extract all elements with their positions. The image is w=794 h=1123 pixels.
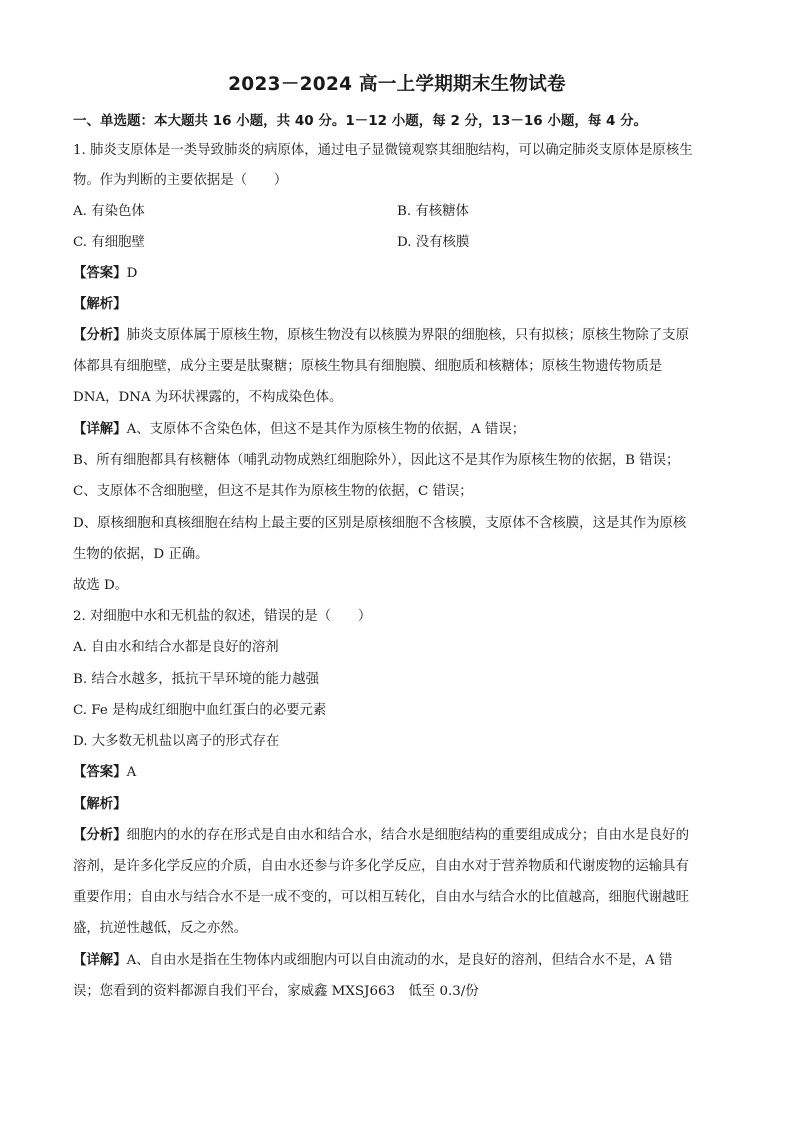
q1-detail-d-line2: 生物的依据，D 正确。: [73, 547, 209, 562]
detail-tag: 【详解】: [73, 953, 127, 968]
q1-detail-a: [73, 420, 525, 440]
fenxi-tag: 【分析】: [73, 828, 127, 843]
q2-fenxi-line4: 盛，抗逆性越低，反之亦然。: [73, 921, 248, 936]
q1-stem-line2: 物。作为判断的主要依据是（ ）: [73, 173, 288, 188]
q1-analysis-label: 【解析】: [73, 297, 127, 312]
q2-detail-a-line2: 误；您看到的资料都源自我们平台，家威鑫 MXSJ663 低至 0.3/份: [73, 984, 479, 999]
q2-stem: 2. 对细胞中水和无机盐的叙述，错误的是（ ）: [73, 609, 372, 624]
answer-tag: 【答案】: [73, 266, 127, 281]
fenxi-text: 肺炎支原体属于原核生物，原核生物没有以核膜为界限的细胞核，只有拟核；原核生物除了支原: [126, 328, 689, 343]
q2-detail-a-line1: [73, 951, 723, 971]
page-title: 2023－2024 高一上学期期末生物试卷: [228, 74, 566, 95]
q2-option-b: B. 结合水越多，抵抗干旱环境的能力越强: [73, 672, 319, 687]
q1-option-b: B. 有核糖体: [397, 204, 469, 219]
q2-fenxi-line3: 重要作用；自由水与结合水不是一成不变的，可以相互转化，自由水与结合水的比值越高，细胞代谢越旺: [73, 890, 689, 905]
q1-fenxi-line3: DNA，DNA 为环状裸露的，不构成染色体。: [73, 390, 343, 405]
answer-value: A: [126, 765, 137, 780]
q1-conclusion: 故选 D。: [73, 578, 129, 593]
q1-stem-line1: 1. 肺炎支原体是一类导致肺炎的病原体，通过电子显微镜观察其细胞结构，可以确定肺炎支原体是原核生: [73, 143, 693, 158]
q1-fenxi-line2: 体都具有细胞壁，成分主要是肽聚糖；原核生物具有细胞膜、细胞质和核糖体；原核生物遗传物质是: [73, 359, 663, 374]
q2-fenxi-line2: 溶剂，是许多化学反应的介质，自由水还参与许多化学反应，自由水对于营养物质和代谢废物的运输具有: [73, 859, 689, 874]
section-heading: 一、单选题：本大题共 16 小题，共 40 分。1－12 小题，每 2 分，13－16 小题，每 4 分。: [73, 113, 648, 129]
fenxi-text: 细胞内的水的存在形式是自由水和结合水，结合水是细胞结构的重要组成成分；自由水是良好的: [126, 828, 689, 843]
q1-detail-d-line1: D、原核细胞和真核细胞在结构上最主要的区别是原核细胞不含核膜，支原体不含核膜，这是其作为原核: [73, 516, 687, 531]
q2-answer: [73, 763, 136, 783]
q1-option-c: C. 有细胞壁: [73, 235, 145, 250]
q1-detail-c: C、支原体不含细胞壁，但这不是其作为原核生物的依据，C 错误；: [73, 484, 473, 499]
q1-answer: [73, 264, 137, 284]
q1-option-a: A. 有染色体: [73, 204, 145, 219]
q2-fenxi-line1: [73, 826, 723, 846]
q1-detail-b: B、所有细胞都具有核糖体（哺乳动物成熟红细胞除外），因此这不是其作为原核生物的依据，B 错误；: [73, 453, 680, 468]
detail-text: A、支原体不含染色体，但这不是其作为原核生物的依据，A 错误；: [126, 422, 526, 437]
answer-value: D: [126, 266, 138, 281]
answer-tag: 【答案】: [73, 765, 127, 780]
q2-option-d: D. 大多数无机盐以离子的形式存在: [73, 734, 280, 749]
detail-tag: 【详解】: [73, 422, 127, 437]
fenxi-tag: 【分析】: [73, 328, 127, 343]
q2-option-c: C. Fe 是构成红细胞中血红蛋白的必要元素: [73, 703, 327, 718]
detail-text: A、自由水是指在生物体内或细胞内可以自由流动的水，是良好的溶剂，但结合水不是，A 错: [126, 953, 673, 968]
q2-analysis-label: 【解析】: [73, 797, 127, 812]
q2-option-a: A. 自由水和结合水都是良好的溶剂: [73, 640, 279, 655]
q1-fenxi-line1: [73, 326, 723, 346]
q1-option-d: D. 没有核膜: [397, 235, 470, 250]
